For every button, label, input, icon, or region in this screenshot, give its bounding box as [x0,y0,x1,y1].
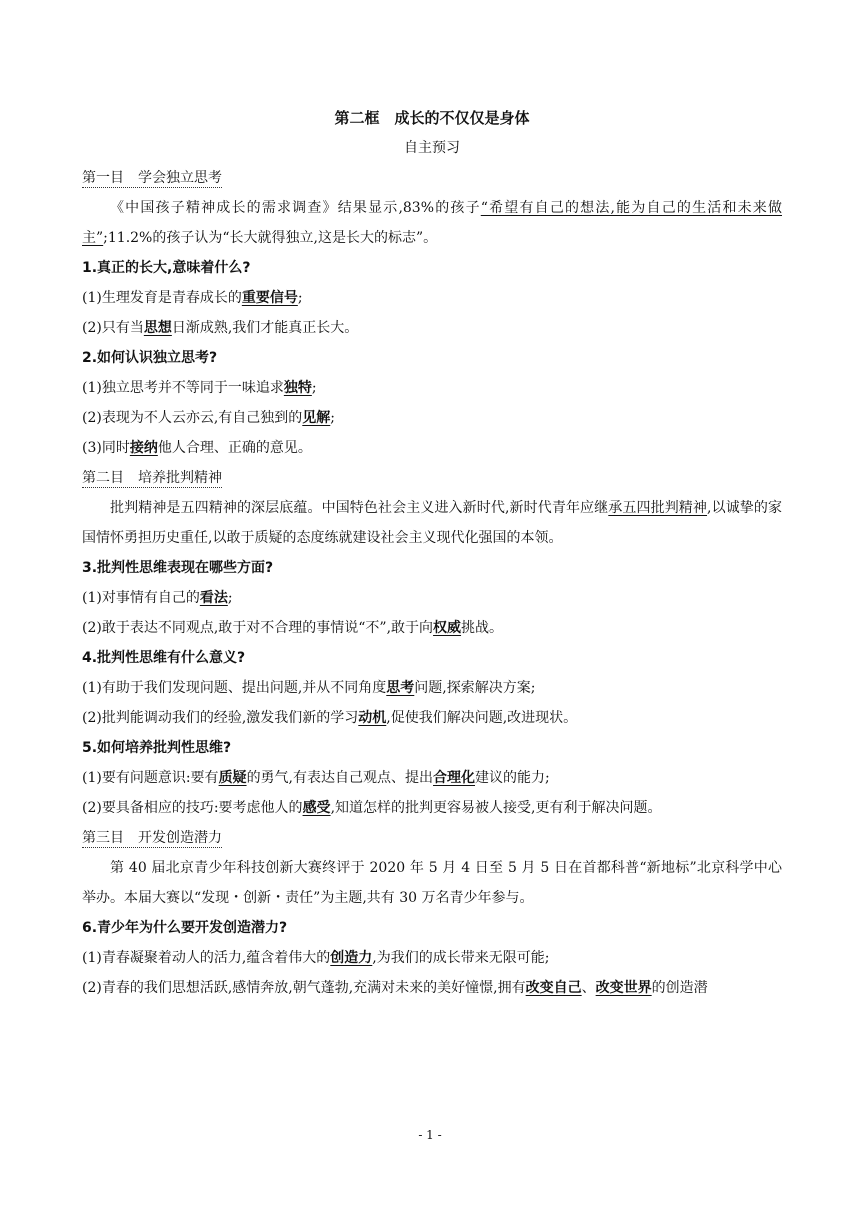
answer-1-1: (1)生理发育是青春成长的重要信号; [82,290,303,306]
section-heading-1: 第一目 学会独立思考 [82,170,222,186]
question-4: 4.批判性思维有什么意义? [82,650,246,666]
answer-3-1: (1)对事情有自己的看法; [82,590,233,606]
page-number: - 1 - [418,1128,442,1142]
intro-paragraph-3: 第 40 届北京青少年科技创新大赛终评于 2020 年 5 月 4 日至 5 月 5 日在首都科普“新地标”北京科学中心举办。本届大赛以“发现・创新・责任”为主题,共有 30 万名青少年参与。 [82,860,782,906]
answer-4-1: (1)有助于我们发现问题、提出问题,并从不同角度思考问题,探索解决方案; [82,680,536,696]
question-2: 2.如何认识独立思考? [82,350,218,366]
question-5: 5.如何培养批判性思维? [82,740,232,756]
section-heading-2: 第二目 培养批判精神 [82,470,222,486]
question-6: 6.青少年为什么要开发创造潜力? [82,920,288,936]
intro-paragraph-1: 《中国孩子精神成长的需求调查》结果显示,83%的孩子“希望有自己的想法,能为自己的生活和未来做主”;11.2%的孩子认为“长大就得独立,这是长大的标志”。 [82,200,782,246]
answer-2-2: (2)表现为不人云亦云,有自己独到的见解; [82,410,335,426]
answer-4-2: (2)批判能调动我们的经验,激发我们新的学习动机,促使我们解决问题,改进现状。 [82,710,578,726]
document-body [82,103,782,1003]
intro-paragraph-2: 批判精神是五四精神的深层底蕴。中国特色社会主义进入新时代,新时代青年应继承五四批判精神,以诚挚的家国情怀勇担历史重任,以敢于质疑的态度练就建设社会主义现代化强国的本领。 [82,500,783,546]
question-1: 1.真正的长大,意味着什么? [82,260,251,276]
section-heading-3: 第三目 开发创造潜力 [82,830,222,846]
answer-6-2: (2)青春的我们思想活跃,感情奔放,朝气蓬勃,充满对未来的美好憧憬,拥有改变自己、改变世界的创造潜 [82,980,708,996]
question-3: 3.批判性思维表现在哪些方面? [82,560,274,576]
page-title: 第二框 成长的不仅仅是身体 [334,109,530,127]
answer-2-1: (1)独立思考并不等同于一味追求独特; [82,380,317,396]
answer-1-2: (2)只有当思想日渐成熟,我们才能真正长大。 [82,320,359,336]
answer-5-1: (1)要有问题意识:要有质疑的勇气,有表达自己观点、提出合理化建议的能力; [82,770,550,786]
answer-6-1: (1)青春凝聚着动人的活力,蕴含着伟大的创造力,为我们的成长带来无限可能; [82,950,550,966]
answer-2-3: (3)同时接纳他人合理、正确的意见。 [82,440,312,456]
page-subtitle: 自主预习 [404,140,460,156]
answer-5-2: (2)要具备相应的技巧:要考虑他人的感受,知道怎样的批判更容易被人接受,更有利于解决问题。 [82,800,662,816]
answer-3-2: (2)敢于表达不同观点,敢于对不合理的事情说“不”,敢于向权威挑战。 [82,620,504,636]
